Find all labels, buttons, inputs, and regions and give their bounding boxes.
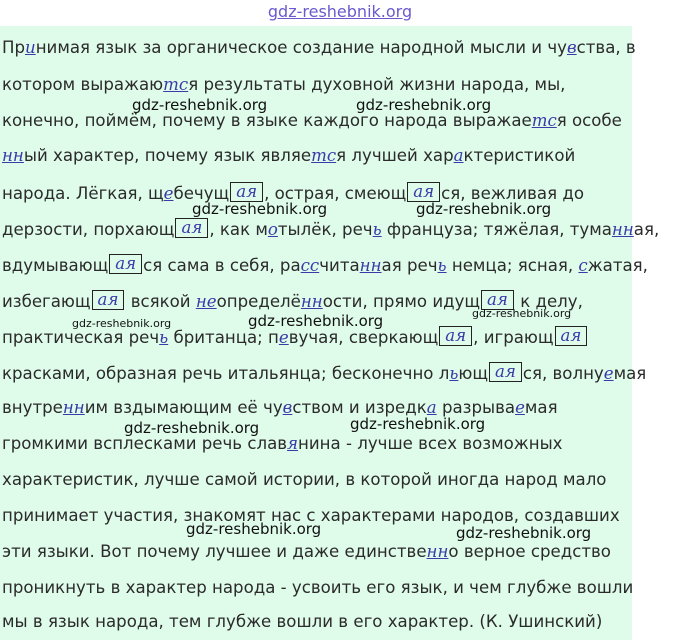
watermark: gdz-reshebnik.org (356, 96, 492, 114)
watermark: gdz-reshebnik.org (456, 524, 592, 542)
text-line: конечно, поймём, почему в языке каждого народа выражается особе (2, 111, 622, 130)
text-line: принимает участия, знакомят нас с характерами народов, создавших (2, 506, 620, 525)
watermark: gdz-reshebnik.org (72, 317, 172, 330)
text-line: эти языки. Вот почему лучшее и даже единственно верное средство (2, 542, 611, 561)
spelling-mark: тс (311, 146, 337, 165)
spelling-mark: тс (163, 75, 189, 94)
text-line: мы в язык народа, тем глубже вошли в его характер. (К. Ушинский) (2, 612, 603, 631)
spelling-mark: нн (611, 220, 634, 239)
text-line: вдумывающ ая ся сама в себя, рассчитанная речь немца; ясная, сжатая, (2, 254, 648, 275)
watermark: gdz-reshebnik.org (186, 520, 322, 538)
spelling-mark: нн (62, 398, 85, 417)
spelling-mark: е (163, 184, 174, 203)
spelling-mark: нн (300, 292, 323, 311)
ending-box: ая (555, 326, 588, 346)
spelling-mark: в (282, 398, 293, 417)
spelling-mark: а (453, 146, 464, 165)
text-line: практическая речь британца; певучая, сверкающ ая , играющ ая (2, 326, 588, 348)
spelling-mark: ь (159, 328, 169, 347)
spelling-mark: сс (300, 256, 320, 275)
spelling-mark: ь (449, 364, 459, 383)
text-line: внутренним вздымающим её чувством и изредка разрываемая (2, 398, 558, 417)
ending-box: ая (489, 362, 522, 382)
watermark: gdz-reshebnik.org (132, 96, 268, 114)
text-line: характеристик, лучше самой истории, в которой иногда народ мало (2, 470, 607, 489)
spelling-mark: с (578, 256, 588, 275)
spelling-mark: я (287, 434, 299, 453)
spelling-mark: в (566, 38, 577, 57)
text-line: котором выражаются результаты духовной жизни народа, мы, (2, 75, 566, 94)
spelling-mark: о (267, 220, 278, 239)
spelling-mark: тс (531, 111, 557, 130)
spelling-mark: нн (2, 146, 24, 165)
ending-box: ая (175, 218, 208, 238)
watermark: gdz-reshebnik.org (350, 415, 486, 433)
text-line: проникнуть в характер народа - усвоить его язык, и чем глубже вошли (2, 578, 634, 597)
text-line: громкими всплесками речь славянина - лучше всех возможных (2, 434, 563, 453)
spelling-mark: нн (426, 542, 449, 561)
spelling-mark: и (25, 38, 36, 57)
site-header-link[interactable]: gdz-reshebnik.org (267, 2, 413, 21)
text-line: Принимая язык за органическое создание народной мысли и чувства, в (2, 38, 636, 57)
spelling-mark: е (515, 398, 525, 417)
text-line: народа. Лёгкая, щебечущ ая , острая, смеющ ая ся, вежливая до (2, 182, 584, 203)
ending-box: ая (230, 182, 263, 202)
text-line: дерзости, порхающ ая , как мотылёк, речь француза; тяжёлая, туманная, (2, 218, 660, 239)
watermark: gdz-reshebnik.org (472, 307, 572, 320)
spelling-mark: а (426, 398, 437, 417)
ending-box: ая (109, 254, 142, 274)
text-line: нный характер, почему язык является лучшей характеристикой (2, 146, 576, 165)
text-line: избегающ ая всякой неопределённости, прямо идущ ая к делу, (2, 290, 583, 311)
watermark: gdz-reshebnik.org (124, 419, 260, 437)
spelling-mark: нн (359, 256, 382, 275)
watermark: gdz-reshebnik.org (192, 200, 328, 218)
watermark: gdz-reshebnik.org (416, 200, 552, 218)
ending-box: ая (407, 182, 440, 202)
ending-box: ая (92, 290, 125, 310)
spelling-mark: ь (372, 220, 382, 239)
spelling-mark: е (603, 364, 614, 383)
spelling-mark: не (195, 292, 217, 311)
spelling-mark: ь (437, 256, 447, 275)
ending-box: ая (481, 290, 514, 310)
ending-box: ая (439, 326, 472, 346)
watermark: gdz-reshebnik.org (248, 312, 384, 330)
text-line: красками, образная речь итальянца; бесконечно льющ ая ся, волнуемая (2, 362, 647, 383)
spelling-mark: е (278, 328, 289, 347)
